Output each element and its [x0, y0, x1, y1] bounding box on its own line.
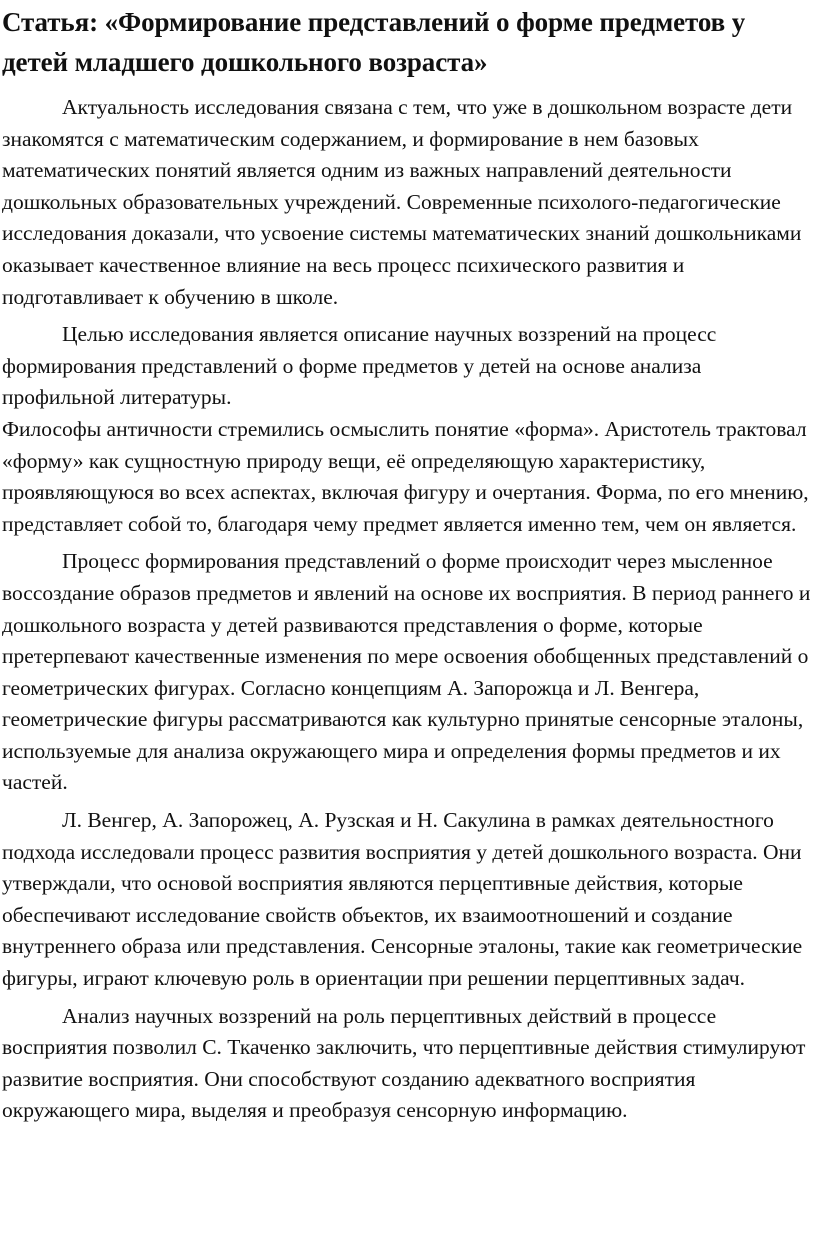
paragraph-goal: Целью исследования является описание научных воззрений на процесс формирования представлений о форме предметов у детей на основе анализа профильной литературы. — [2, 322, 717, 410]
paragraph-activity-approach: Л. Венгер, А. Запорожец, А. Рузская и Н. Сакулина в рамках деятельностного подхода исследовали процесс развития восприятия у детей дошкольного возраста. Они утверждали, что основой восприятия являются перцептивные действия, которые обеспечивают исследование свойств объектов, их взаимоотношений и создание внутреннего образа или представления. Сенсорные эталоны, такие как геометрические фигуры, играют ключевую роль в ориентации при решении перцептивных задач. — [2, 808, 803, 991]
paragraph-philosophers: Философы античности стремились осмыслить понятие «форма». Аристотель трактовал «форму» как сущностную природу вещи, её определяющую характеристику, проявляющуюся во всех аспектах, включая фигуру и очертания. Форма, по его мнению, представляет собой то, благодаря чему предмет является именно тем, чем он является. — [2, 416, 809, 536]
paragraph-analysis: Анализ научных воззрений на роль перцептивных действий в процессе восприятия позволил С. Ткаченко заключить, что перцептивные действия стимулируют развитие восприятия. Они способствуют созданию адекватного восприятия окружающего мира, выделяя и преобразуя сенсорную информацию. — [2, 1003, 806, 1123]
article-title: Статья: «Формирование представлений о форме предметов у детей младшего дошкольного возраста» — [2, 7, 746, 77]
paragraph-relevance: Актуальность исследования связана с тем, что уже в дошкольном возрасте дети знакомятся с математическим содержанием, и формирование в нем базовых математических понятий является одним из важных направлений деятельности дошкольных образовательных учреждений. Современные психолого-педагогические исследования доказали, что усвоение системы математических знаний дошкольниками оказывает качественное влияние на весь процесс психического развития и подготавливает к обучению в школе. — [2, 95, 802, 309]
paragraph-process: Процесс формирования представлений о форме происходит через мысленное воссоздание образов предметов и явлений на основе их восприятия. В период раннего и дошкольного возраста у детей развиваются представления о форме, которые претерпевают качественные изменения по мере освоения обобщенных представлений о геометрических фигурах. Согласно концепциям А. Запорожца и Л. Венгера, геометрические фигуры рассматриваются как культурно принятые сенсорные эталоны, используемые для анализа окружающего мира и определения формы предметов и их частей. — [2, 549, 811, 795]
article-body — [2, 92, 816, 1127]
